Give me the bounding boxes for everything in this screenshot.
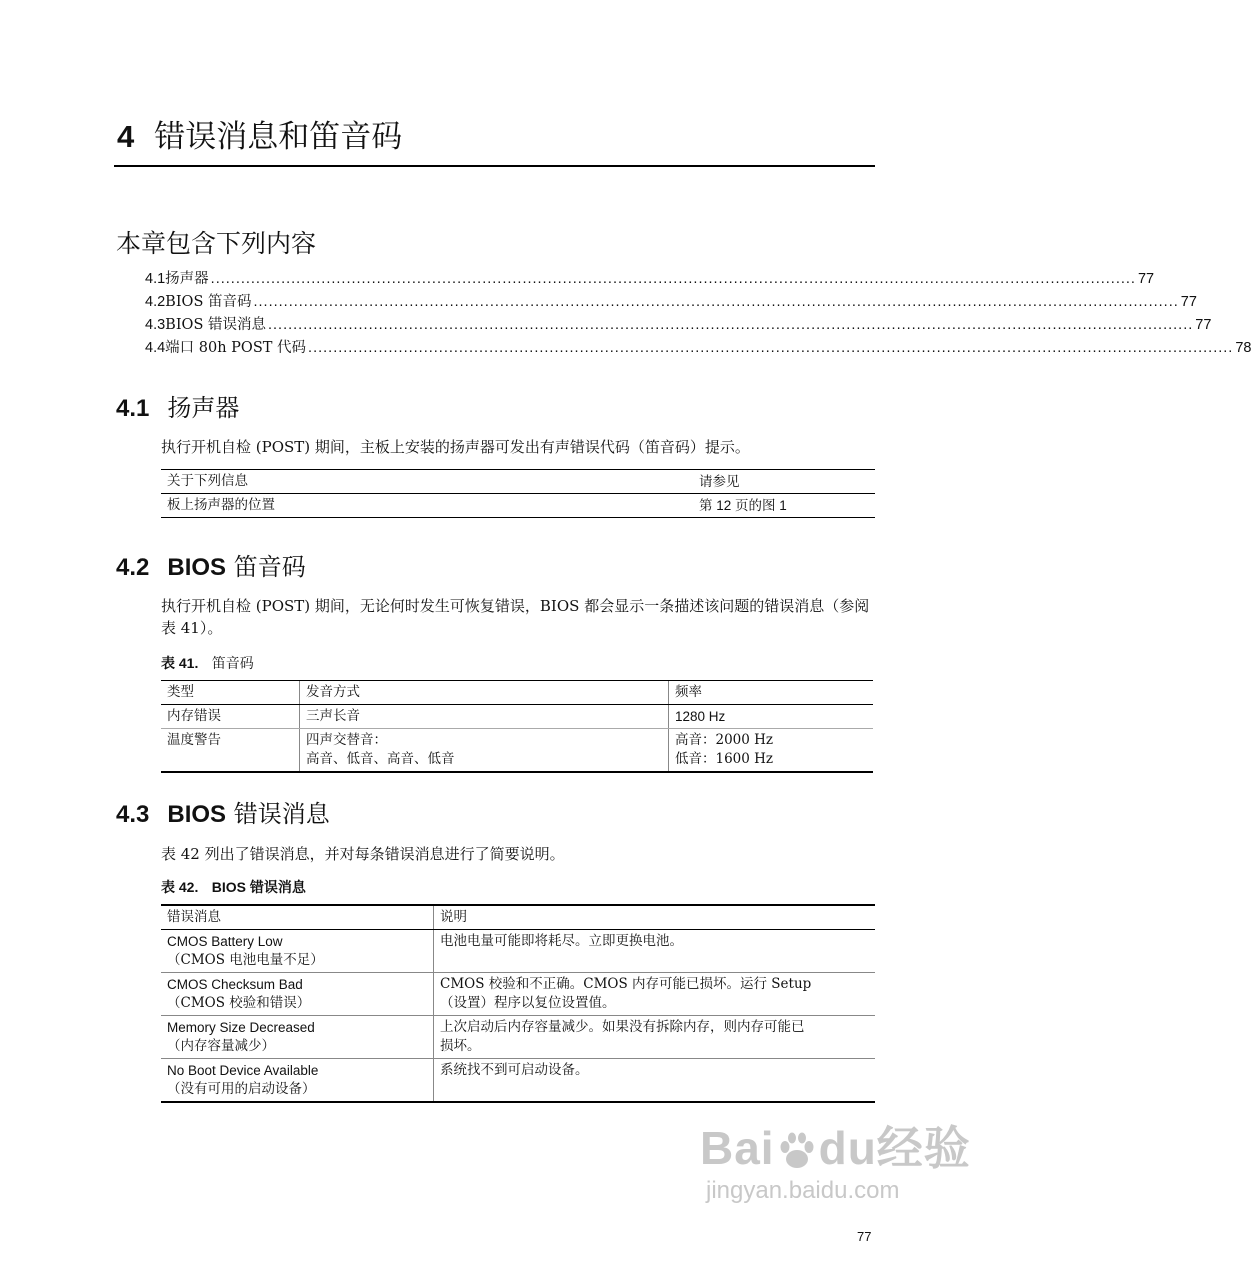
table-cell: [434, 1016, 876, 1059]
table-cell: [434, 973, 876, 1016]
bios-error-table: [161, 904, 875, 1103]
chapter-number: 4: [117, 119, 135, 154]
toc-item-label: 端口 80h POST 代码: [165, 340, 307, 356]
toc-item-number: 4.2: [145, 294, 166, 310]
error-description: 电池电量可能即将耗尽。立即更换电池。: [440, 933, 683, 949]
caption-text: 笛音码: [211, 656, 254, 672]
toc-item[interactable]: [145, 291, 1197, 314]
table-cell: 板上扬声器的位置: [161, 494, 693, 518]
table-cell: 1280 Hz: [669, 705, 874, 729]
watermark-logo: [700, 1120, 971, 1176]
table-cell: [161, 1059, 434, 1103]
table-row: [161, 494, 875, 518]
table-row: [161, 1016, 875, 1059]
toc-item-label: BIOS 笛音码: [165, 294, 252, 310]
section-title: 笛音码: [233, 553, 306, 581]
table-cell: [669, 729, 874, 773]
table-header: 关于下列信息: [161, 470, 693, 494]
table-row: [161, 1059, 875, 1103]
table-cell: [161, 930, 434, 973]
toc-item-number: 4.3: [145, 317, 166, 333]
baidu-watermark: [700, 1120, 971, 1206]
beep-code-table: [161, 680, 873, 773]
toc-item-number: 4.1: [145, 271, 166, 287]
section-number: 4.1: [116, 395, 150, 422]
table-header: 频率: [669, 681, 874, 705]
table-header-row: [161, 905, 875, 930]
watermark-url: jingyan.baidu.com: [706, 1177, 900, 1204]
cell-line: 低音：1600 Hz: [675, 751, 774, 767]
toc-heading: 本章包含下列内容: [116, 229, 317, 258]
toc-leader-dots: ........................................................................................................................................................................................: [253, 294, 1179, 310]
error-description: 损坏。: [440, 1038, 481, 1054]
table-header: 类型: [161, 681, 300, 705]
table-row: [161, 930, 875, 973]
error-message: CMOS Battery Low: [167, 934, 283, 949]
page-number: 77: [857, 1229, 872, 1244]
cell-line: 高音、低音、高音、低音: [306, 751, 455, 767]
section-4-2-paragraph: 执行开机自检 (POST) 期间，无论何时发生可恢复错误，BIOS 都会显示一条描述该问题的错误消息（参阅表 41）。: [161, 597, 870, 637]
toc-item-label: BIOS 错误消息: [165, 317, 266, 333]
error-description: CMOS 校验和不正确。CMOS 内存可能已损坏。运行 Setup: [440, 976, 812, 992]
error-description: 上次启动后内存容量减少。如果没有拆除内存，则内存可能已: [440, 1019, 805, 1035]
toc-item[interactable]: [145, 314, 1212, 337]
toc-leader-dots: ........................................................................................................................................................................................: [268, 317, 1194, 333]
table-header: 说明: [434, 905, 876, 930]
chapter-rule: [114, 165, 875, 167]
table-cell: [434, 930, 876, 973]
section-heading-4-1: [116, 391, 239, 426]
caption-number: 表 42.: [161, 879, 199, 895]
chapter-title-text: 错误消息和笛音码: [154, 119, 403, 155]
table-header: 错误消息: [161, 905, 434, 930]
toc-item-page: 78: [1235, 340, 1251, 356]
paw-icon: [775, 1130, 819, 1174]
watermark-logo-text: du: [818, 1122, 877, 1174]
table-42-caption: [161, 877, 306, 898]
table-cell: [161, 973, 434, 1016]
error-description: 系统找不到可启动设备。: [440, 1062, 589, 1078]
cell-line: 四声交替音：: [306, 732, 387, 748]
table-header-row: [161, 681, 873, 705]
error-message: No Boot Device Available: [167, 1063, 319, 1078]
section-heading-4-2: [116, 550, 306, 585]
toc-item-page: 77: [1137, 271, 1155, 287]
watermark-logo-text: 经验: [876, 1122, 971, 1174]
table-cell: 温度警告: [161, 729, 300, 773]
section-4-1-paragraph: 执行开机自检 (POST) 期间，主板上安装的扬声器可发出有声错误代码（笛音码）提示。: [161, 438, 750, 456]
toc-item-page: 77: [1195, 317, 1212, 333]
error-message: CMOS Checksum Bad: [167, 977, 303, 992]
error-message-cn: （内存容量减少）: [167, 1038, 275, 1054]
table-cell: 三声长音: [300, 705, 669, 729]
table-row: [161, 973, 875, 1016]
caption-text: BIOS 错误消息: [211, 879, 306, 895]
section-number: 4.3: [116, 801, 150, 828]
error-message-cn: （CMOS 校验和错误）: [167, 995, 311, 1011]
toc-leader-dots: ........................................................................................................................................................................................: [210, 271, 1136, 287]
table-41-caption: [161, 653, 254, 674]
toc-item[interactable]: [145, 268, 1155, 291]
toc-item-label: 扬声器: [165, 271, 209, 287]
section-title-bold: BIOS: [167, 554, 227, 581]
table-header: 请参见: [693, 470, 875, 494]
table-header: 发音方式: [300, 681, 669, 705]
table-row: [161, 729, 873, 773]
table-of-contents: [145, 268, 1251, 360]
table-cell: [434, 1059, 876, 1103]
table-cell: [300, 729, 669, 773]
section-title: 错误消息: [233, 800, 330, 828]
error-description: （设置）程序以复位设置值。: [440, 995, 616, 1011]
table-cell-link[interactable]: 第 12 页的图 1: [693, 494, 875, 518]
error-message-cn: （CMOS 电池电量不足）: [167, 952, 324, 968]
table-cell: 内存错误: [161, 705, 300, 729]
toc-item-number: 4.4: [145, 340, 166, 356]
section-title: 扬声器: [167, 394, 240, 422]
toc-item[interactable]: [145, 337, 1251, 360]
speaker-reference-table: [161, 469, 875, 518]
toc-leader-dots: ........................................................................................................................................................................................: [308, 340, 1234, 356]
error-message-cn: （没有可用的启动设备）: [167, 1081, 316, 1097]
toc-item-page: 77: [1180, 294, 1197, 310]
table-row: [161, 705, 873, 729]
section-4-3-paragraph: 表 42 列出了错误消息，并对每条错误消息进行了简要说明。: [161, 845, 565, 863]
section-number: 4.2: [116, 554, 150, 581]
watermark-logo-text: Bai: [700, 1122, 775, 1174]
table-cell: [161, 1016, 434, 1059]
chapter-title: [117, 112, 402, 162]
section-title-bold: BIOS: [167, 801, 227, 828]
cell-line: 高音：2000 Hz: [675, 732, 774, 748]
caption-number: 表 41.: [161, 655, 199, 671]
error-message: Memory Size Decreased: [167, 1020, 315, 1035]
section-heading-4-3: [116, 797, 330, 832]
table-header-row: [161, 470, 875, 494]
